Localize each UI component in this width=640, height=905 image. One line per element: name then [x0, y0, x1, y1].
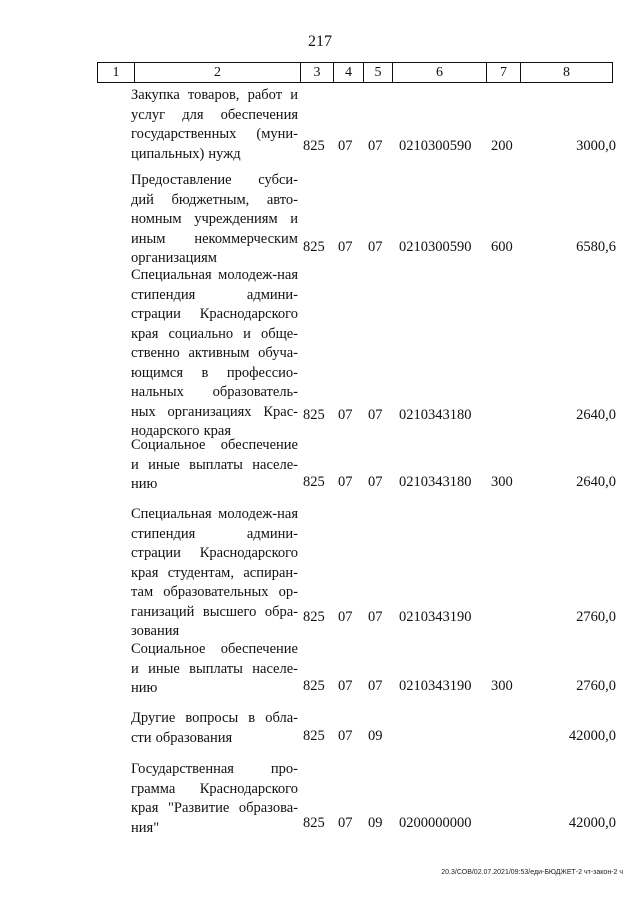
- header-row: [98, 63, 613, 83]
- row-ved: 825: [303, 474, 325, 490]
- row-sum: 2760,0: [576, 678, 616, 694]
- row-rz: 07: [338, 474, 353, 490]
- row-description: Закупка товаров, работ и услуг для обеспечения государственных (муни-ципальных) нужд: [131, 87, 298, 162]
- row-rz: 07: [338, 728, 353, 744]
- row-sum: 42000,0: [568, 815, 616, 831]
- row-description: Государственная про-грамма Краснодарского края "Развитие образова-ния": [131, 761, 298, 836]
- row-ved: 825: [303, 815, 325, 831]
- row-rz: 07: [338, 239, 353, 255]
- row-csr: 0200000000: [399, 815, 472, 831]
- row-csr: 0210343180: [399, 474, 472, 490]
- row-pr: 07: [368, 138, 383, 154]
- row-description: Специальная молодеж-ная стипендия админи-страции Краснодарского края студентам, аспиран-там образовательных ор-ганизаций высшего обра-зования: [131, 506, 298, 639]
- header-col-1: 1: [98, 63, 135, 83]
- row-ved: 825: [303, 138, 325, 154]
- header-col-2: 2: [135, 63, 301, 83]
- header-col-3: 3: [301, 63, 334, 83]
- row-csr: 0210343180: [399, 407, 472, 423]
- row-ved: 825: [303, 407, 325, 423]
- row-ved: 825: [303, 728, 325, 744]
- header-col-5: 5: [364, 63, 393, 83]
- column-header-table: [97, 62, 613, 83]
- row-ved: 825: [303, 678, 325, 694]
- row-rz: 07: [338, 407, 353, 423]
- row-description: Социальное обеспечение и иные выплаты населе-нию: [131, 437, 298, 492]
- header-col-6: 6: [393, 63, 487, 83]
- row-sum: 3000,0: [576, 138, 616, 154]
- header-col-7: 7: [487, 63, 521, 83]
- header-col-8: 8: [521, 63, 613, 83]
- row-vr: 300: [491, 678, 513, 694]
- row-rz: 07: [338, 138, 353, 154]
- row-pr: 09: [368, 815, 383, 831]
- row-description: Специальная молодеж-ная стипендия админи-страции Краснодарского края социально и обще-ственно активным обуча-ющимся в профессио-нальных образователь-ных организациях Крас-нодарского края: [131, 267, 298, 439]
- row-csr: 0210343190: [399, 678, 472, 694]
- row-pr: 07: [368, 609, 383, 625]
- row-sum: 2640,0: [576, 407, 616, 423]
- row-description: Социальное обеспечение и иные выплаты населе-нию: [131, 641, 298, 696]
- row-description: Другие вопросы в обла-сти образования: [131, 710, 298, 746]
- row-csr: 0210300590: [399, 138, 472, 154]
- row-csr: 0210300590: [399, 239, 472, 255]
- row-pr: 07: [368, 407, 383, 423]
- row-vr: 300: [491, 474, 513, 490]
- row-sum: 2640,0: [576, 474, 616, 490]
- row-csr: 0210343190: [399, 609, 472, 625]
- row-sum: 42000,0: [568, 728, 616, 744]
- row-pr: 09: [368, 728, 383, 744]
- row-rz: 07: [338, 678, 353, 694]
- row-ved: 825: [303, 609, 325, 625]
- row-vr: 600: [491, 239, 513, 255]
- row-rz: 07: [338, 609, 353, 625]
- row-vr: 200: [491, 138, 513, 154]
- row-pr: 07: [368, 239, 383, 255]
- row-rz: 07: [338, 815, 353, 831]
- document-footer-code: 20.3/СОВ/02.07.2021/09:53/еди-БЮДЖЕТ-2 чт-закон-2 ч: [441, 869, 623, 876]
- page-number: 217: [308, 33, 332, 50]
- row-description: Предоставление субси-дий бюджетным, авто-номным учреждениям и иным некоммерческим организациям: [131, 172, 298, 266]
- row-ved: 825: [303, 239, 325, 255]
- row-pr: 07: [368, 678, 383, 694]
- header-col-4: 4: [334, 63, 364, 83]
- row-pr: 07: [368, 474, 383, 490]
- row-sum: 6580,6: [576, 239, 616, 255]
- row-sum: 2760,0: [576, 609, 616, 625]
